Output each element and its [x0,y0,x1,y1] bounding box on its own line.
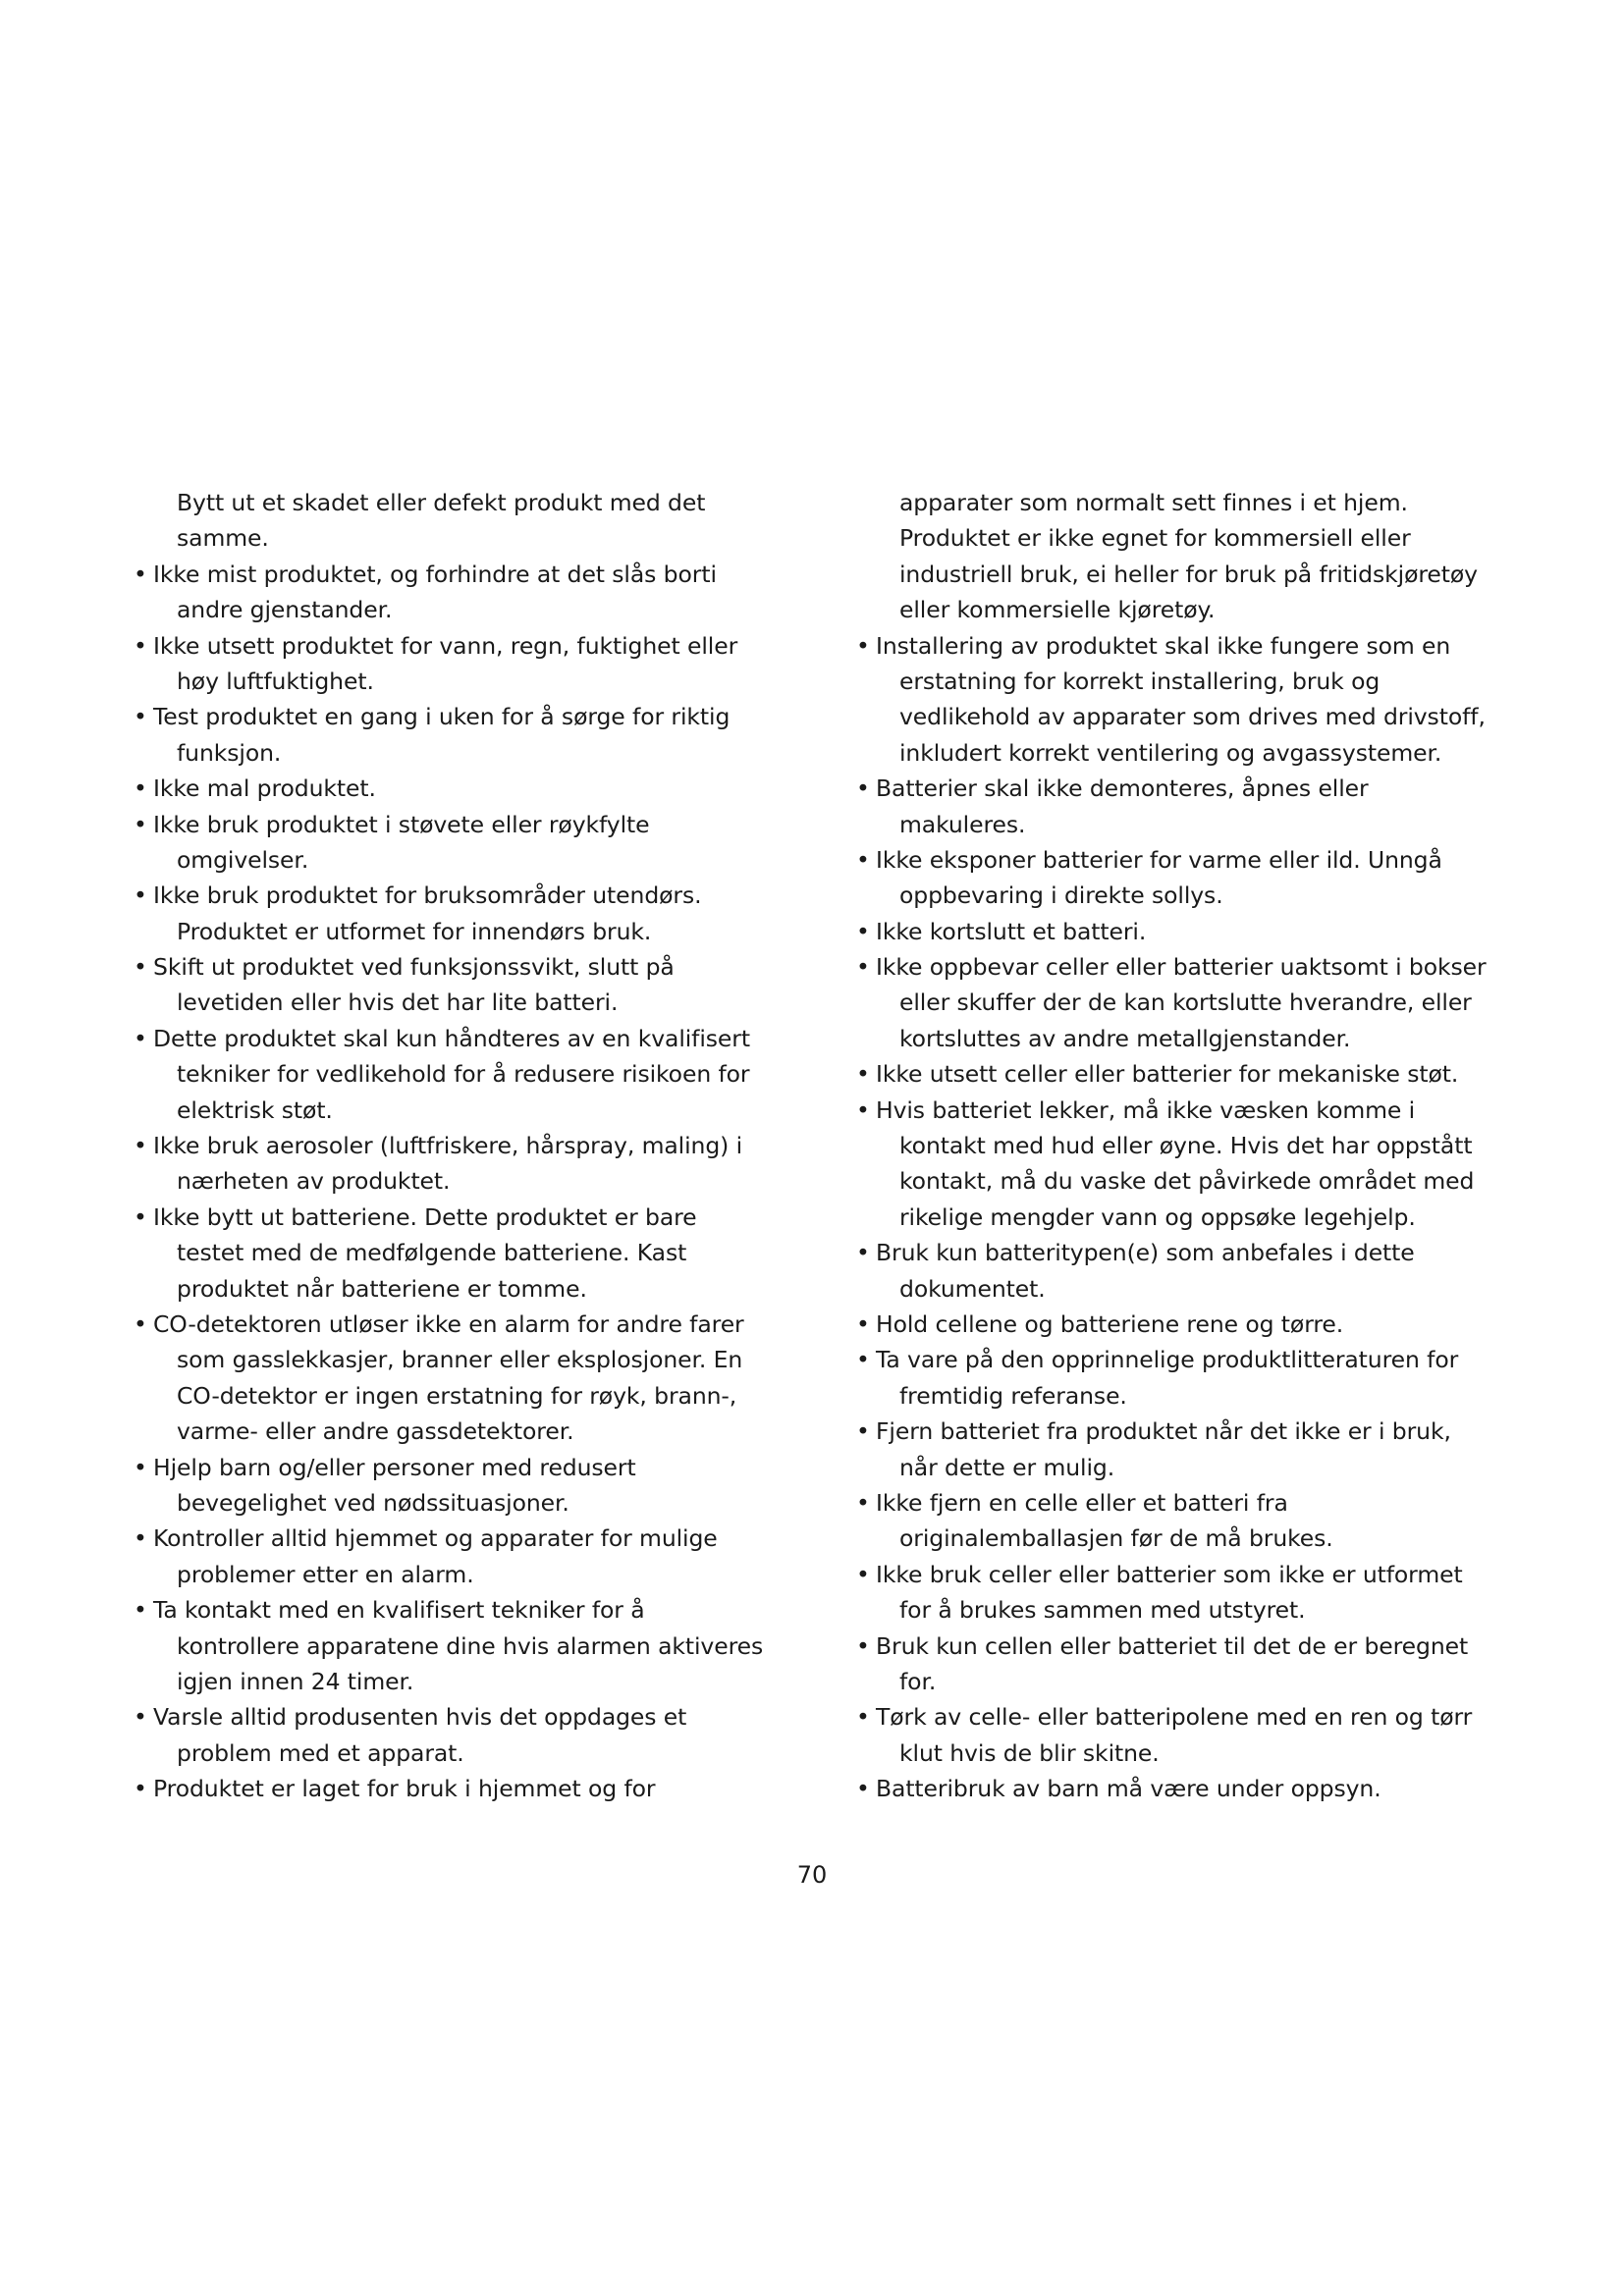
text-line: når dette er mulig. [899,1453,1115,1481]
bullet-item-line: • Skift ut produktet ved funksjonssvikt, slutt på [134,949,752,985]
text-line: igjen innen 24 timer. [177,1667,414,1695]
text-line: nærheten av produktet. [177,1167,451,1196]
text-line: dokumentet. [899,1274,1046,1303]
text-line: eller kommersielle kjøretøy. [899,596,1216,624]
bullet-item-line: • Bruk kun batteritypen(e) som anbefales i dette [856,1235,1475,1270]
bullet-item-line: • Fjern batteriet fra produktet når det ikke er i bruk, [856,1414,1475,1449]
text-line: høy luftfuktighet. [177,667,374,695]
text-line: bevegelighet ved nødssituasjoner. [177,1488,569,1517]
bullet-item-line: • Hold cellene og batteriene rene og tørre. [856,1307,1475,1342]
text-line: apparater som normalt sett finnes i et hjem. [899,489,1408,516]
bullet-item-line: • Ikke oppbevar celler eller batterier uaktsomt i bokser [856,949,1475,985]
bullet-item-line: • Ta kontakt med en kvalifisert tekniker for å [134,1592,752,1628]
text-line: problemer etter en alarm. [177,1560,474,1588]
text-line: vedlikehold av apparater som drives med drivstoff, [899,703,1486,731]
text-line: rikelige mengder vann og oppsøke legehjelp. [899,1202,1416,1231]
text-line: testet med de medfølgende batteriene. Kast [177,1239,687,1267]
bullet-item-line: • Ikke bruk produktet i støvete eller røykfylte [134,807,752,842]
text-line: funksjon. [177,738,282,767]
text-line: kontrollere apparatene dine hvis alarmen aktiveres [177,1631,764,1660]
text-line: makuleres. [899,810,1026,838]
page-number: 70 [796,1861,828,1889]
text-line: for. [899,1667,937,1695]
bullet-item-line: • Batterier skal ikke demonteres, åpnes eller [856,771,1475,806]
bullet-item-line: • CO-detektoren utløser ikke en alarm for andre farer [134,1307,752,1342]
bullet-item-line: • Installering av produktet skal ikke fungere som en [856,628,1475,664]
left-column [134,485,764,1806]
bullet-item-line: • Batteribruk av barn må være under oppsyn. [856,1771,1475,1806]
text-line: kortsluttes av andre metallgjenstander. [899,1024,1351,1052]
bullet-item-line: • Ikke eksponer batterier for varme eller ild. Unngå [856,842,1475,878]
bullet-item-line: • Test produktet en gang i uken for å sørge for riktig [134,699,752,734]
bullet-item-line: • Dette produktet skal kun håndteres av en kvalifisert [134,1021,752,1056]
text-line: kontakt med hud eller øyne. Hvis det har oppstått [899,1132,1473,1160]
bullet-item-line: • Ikke bruk produktet for bruksområder utendørs. [134,878,752,913]
text-line: Produktet er ikke egnet for kommersiell eller [899,524,1411,553]
bullet-item-line: • Produktet er laget for bruk i hjemmet og for [134,1771,752,1806]
text-line: klut hvis de blir skitne. [899,1738,1160,1767]
text-line: kontakt, må du vaske det påvirkede området med [899,1167,1475,1196]
text-line: produktet når batteriene er tomme. [177,1274,587,1303]
text-line: eller skuffer der de kan kortslutte hverandre, eller [899,988,1472,1017]
bullet-item-line: • Tørk av celle- eller batteripolene med en ren og tørr [856,1699,1475,1735]
bullet-item-line: • Varsle alltid produsenten hvis det oppdages et [134,1699,752,1735]
text-line: industriell bruk, ei heller for bruk på fritidskjøretøy [899,560,1478,588]
text-line: problem med et apparat. [177,1738,464,1767]
text-line: tekniker for vedlikehold for å redusere risikoen for [177,1060,750,1089]
bullet-item-line: • Ikke mal produktet. [134,771,752,806]
text-line: andre gjenstander. [177,596,393,624]
bullet-item-line: • Kontroller alltid hjemmet og apparater for mulige [134,1521,752,1556]
bullet-item-line: • Ikke mist produktet, og forhindre at det slås borti [134,557,752,592]
text-line: samme. [177,524,269,553]
text-line: elektrisk støt. [177,1095,333,1124]
bullet-item-line: • Ikke kortslutt et batteri. [856,914,1475,949]
text-line: inkludert korrekt ventilering og avgassystemer. [899,738,1442,767]
text-line: fremtidig referanse. [899,1381,1127,1410]
text-line: varme- eller andre gassdetektorer. [177,1417,574,1446]
text-line: omgivelser. [177,845,309,874]
text-line: CO-detektor er ingen erstatning for røyk, brann-, [177,1381,737,1410]
bullet-item-line: • Hjelp barn og/eller personer med redusert [134,1450,752,1485]
bullet-item-line: • Ta vare på den opprinnelige produktlitteraturen for [856,1342,1475,1377]
bullet-item-line: • Ikke bytt ut batteriene. Dette produktet er bare [134,1200,752,1235]
bullet-item-line: • Ikke bruk aerosoler (luftfriskere, hårspray, maling) i [134,1128,752,1163]
bullet-item-line: • Hvis batteriet lekker, må ikke væsken komme i [856,1093,1475,1128]
bullet-item-line: • Ikke utsett celler eller batterier for mekaniske støt. [856,1056,1475,1092]
text-line: levetiden eller hvis det har lite batteri. [177,988,619,1017]
bullet-item-line: • Ikke fjern en celle eller et batteri fra [856,1485,1475,1521]
text-line: som gasslekkasjer, branner eller eksplosjoner. En [177,1346,743,1374]
right-column [856,485,1487,1806]
text-line: Produktet er utformet for innendørs bruk. [177,917,652,945]
text-line: erstatning for korrekt installering, bruk og [899,667,1380,695]
text-line: oppbevaring i direkte sollys. [899,881,1223,910]
bullet-item-line: • Ikke utsett produktet for vann, regn, fuktighet eller [134,628,752,664]
text-line: for å brukes sammen med utstyret. [899,1596,1306,1625]
bullet-item-line: • Bruk kun cellen eller batteriet til det de er beregnet [856,1629,1475,1664]
bullet-item-line: • Ikke bruk celler eller batterier som ikke er utformet [856,1557,1475,1592]
text-line: originalemballasjen før de må brukes. [899,1524,1333,1553]
text-line: Bytt ut et skadet eller defekt produkt med det [177,489,706,516]
